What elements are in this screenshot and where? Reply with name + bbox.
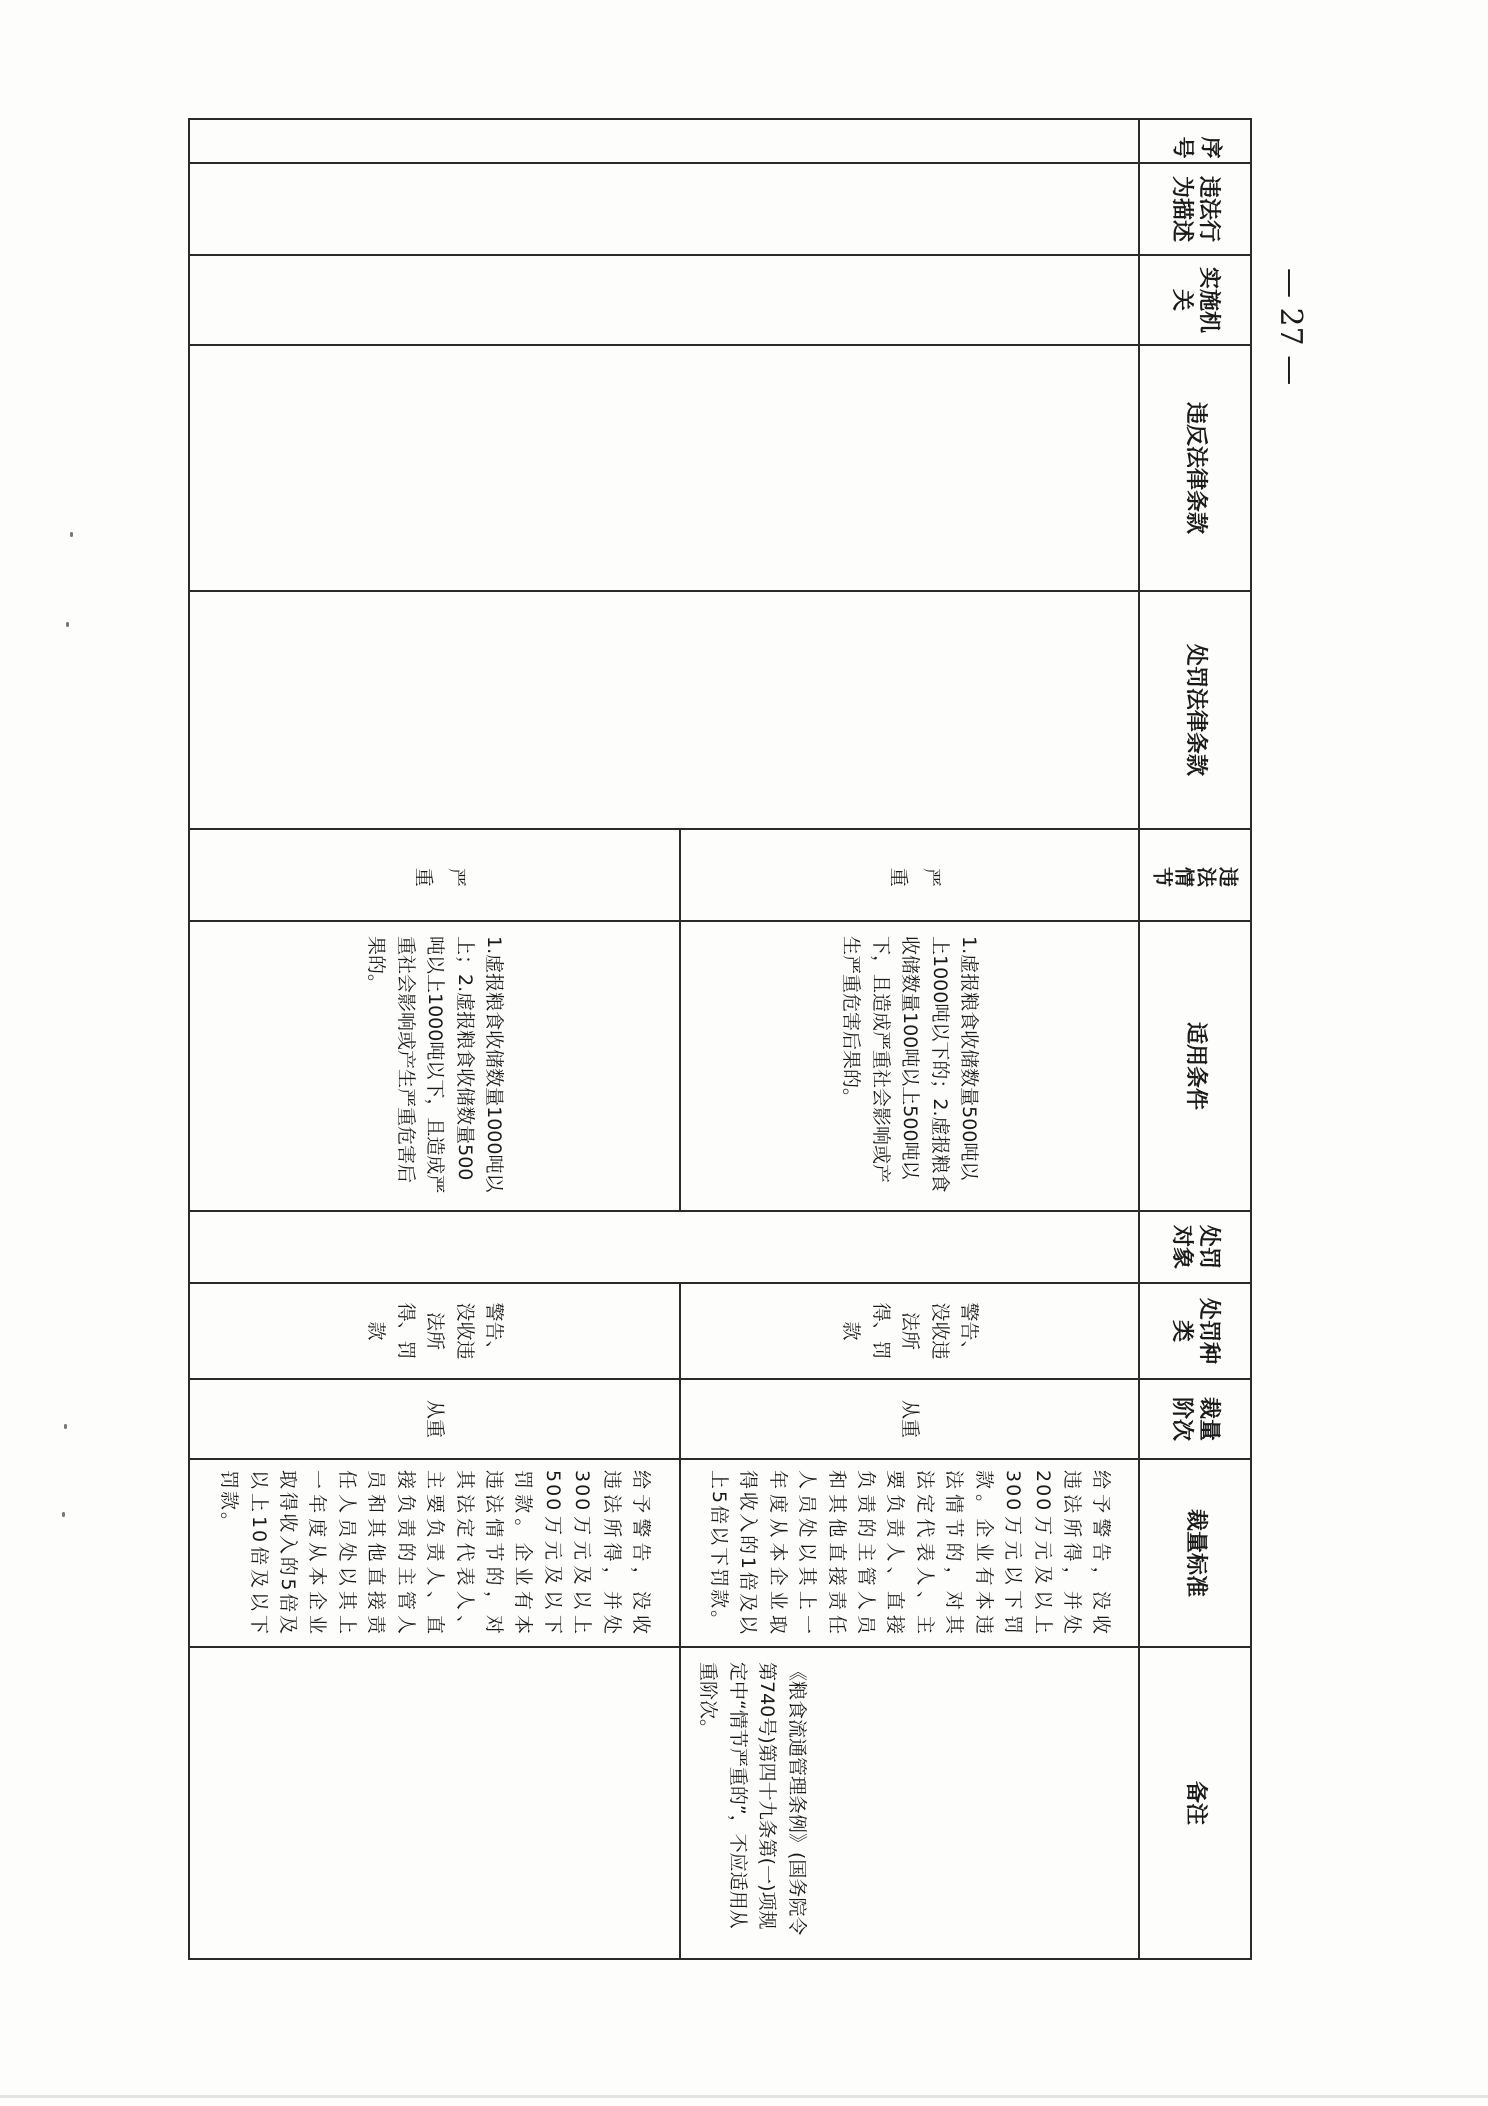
header-desc: 违法行为描述 [1139, 163, 1251, 255]
scan-edge-line [0, 2095, 1488, 2098]
cell-circumstance: 严重 [189, 829, 680, 921]
cell-remark [189, 1647, 680, 1959]
scan-speck [66, 622, 69, 627]
header-penalty-type: 处罚种类 [1139, 1283, 1251, 1379]
table-row [680, 119, 1139, 1959]
rotated-page [188, 118, 1252, 1958]
header-penalty-law: 处罚法律条款 [1139, 591, 1251, 829]
cell-condition: 1.虚报粮食收储数量1000吨以上；2.虚报粮食收储数量500吨以上1000吨以下，且造成严重社会影响或产生严重危害后果的。 [189, 921, 680, 1211]
header-seq: 序号 [1139, 119, 1251, 163]
cell-penalty-law [189, 591, 1139, 829]
header-target: 处罚对象 [1139, 1211, 1251, 1283]
cell-desc [189, 163, 1139, 255]
cell-circumstance: 严重 [680, 829, 1139, 921]
penalty-discretion-table [188, 118, 1252, 1960]
cell-standard: 给予警告，没收违法所得，并处200万元及以上300万元以下罚款。企业有本违法情节的，对其法定代表人、主要负责人、直接负责的主管人员和其他直接责任人员处以其上一年度从本企业取得收入的1倍及以上5倍以下罚款。 [680, 1459, 1139, 1647]
header-remark: 备注 [1139, 1647, 1251, 1959]
header-agency: 实施机关 [1139, 255, 1251, 345]
cell-target [189, 1211, 1139, 1283]
header-standard: 裁量标准 [1139, 1459, 1251, 1647]
header-row [1139, 119, 1251, 1959]
cell-penalty-type: 警告、没收违法所得、罚款 [680, 1283, 1139, 1379]
page-number: — 27 — [1273, 268, 1308, 386]
header-level: 裁量阶次 [1139, 1379, 1251, 1459]
cell-agency [189, 255, 1139, 345]
scan-speck [64, 1424, 67, 1429]
cell-violated-law [189, 345, 1139, 591]
scan-speck [70, 532, 73, 537]
cell-condition: 1.虚报粮食收储数量500吨以上1000吨以下的；2.虚报粮食收储数量100吨以上500吨以下，且造成严重社会影响或产生严重危害后果的。 [680, 921, 1139, 1211]
cell-level: 从重 [189, 1379, 680, 1459]
cell-standard: 给予警告，没收违法所得，并处300万元及以上500万元及以下罚款。企业有本违法情节的，对其法定代表人、主要负责人、直接负责的主管人员和其他直接责任人员处以其上一年度从本企业取得收入的5倍及以上10倍及以下罚款。 [189, 1459, 680, 1647]
cell-penalty-type: 警告、没收违法所得、罚款 [189, 1283, 680, 1379]
scan-speck [62, 1512, 65, 1517]
header-condition: 适用条件 [1139, 921, 1251, 1211]
header-circumstance: 违法情节 [1139, 829, 1251, 921]
header-violated-law: 违反法律条款 [1139, 345, 1251, 591]
cell-remark: 《粮食流通管理条例》(国务院令第740号)第四十九条第(一)项规定中“情节严重的”，不应适用从重阶次。 [680, 1647, 1139, 1959]
cell-level: 从重 [680, 1379, 1139, 1459]
cell-seq [189, 119, 1139, 163]
